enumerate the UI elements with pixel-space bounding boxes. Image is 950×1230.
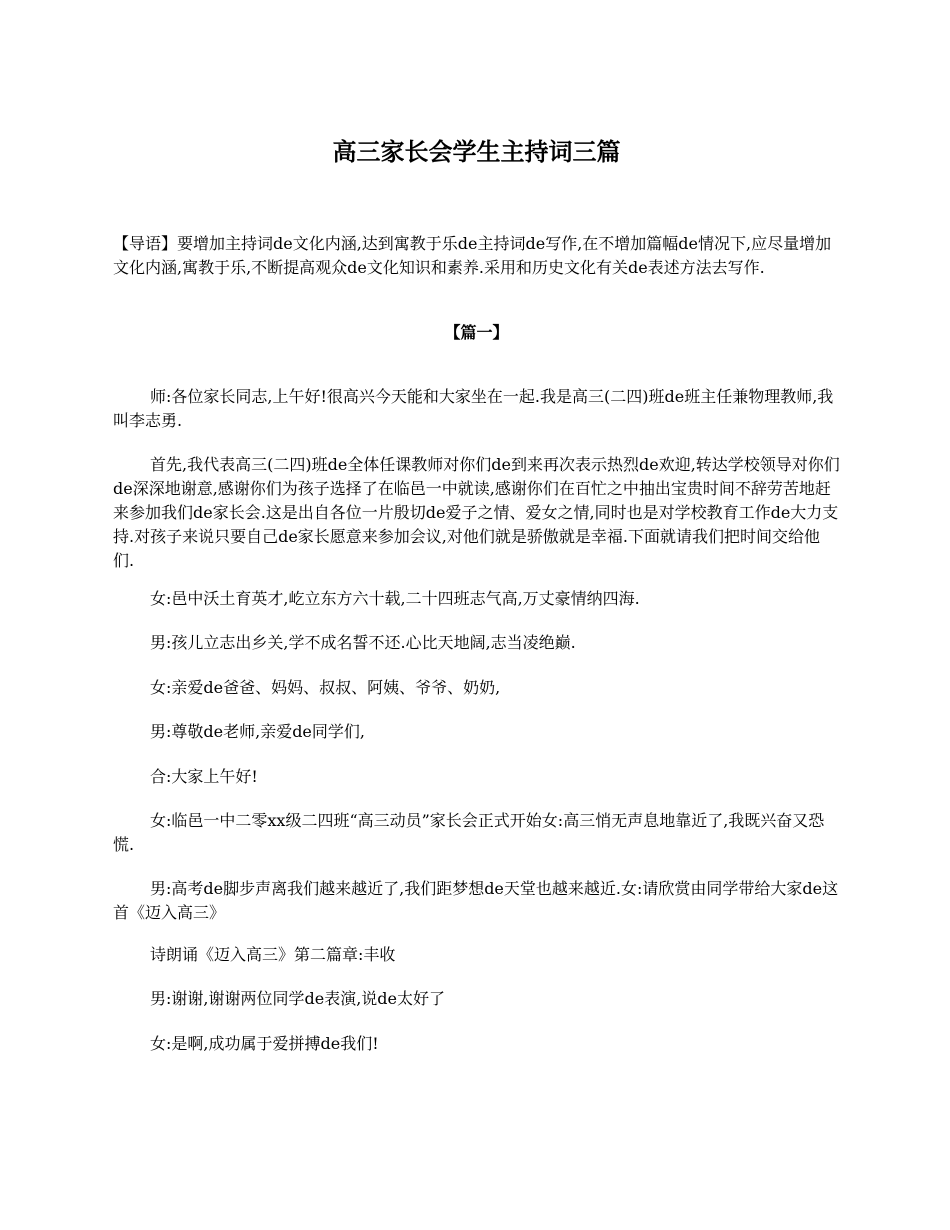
paragraph-line: 男:高考de脚步声离我们越来越近了,我们距梦想de天堂也越来越近.女:请欣赏由同学带给大家de这首《迈入高三》 [113,879,839,922]
paragraph-teacher-greeting: 师:各位家长同志,上午好!很高兴今天能和大家坐在一起.我是高三(二四)班de班主任兼物理教师,我叫李志勇. [113,387,834,430]
paragraph-line: 合:大家上午好! [150,767,258,786]
section-heading: 【篇一】 [444,323,509,342]
paragraph-line: 女:亲爱de爸爸、妈妈、叔叔、阿姨、爷爷、奶奶, [150,678,501,697]
paragraph-line: 男:孩儿立志出乡关,学不成名誓不还.心比天地阔,志当凌绝巅. [150,633,576,652]
paragraph-line: 女:邑中沃土育英才,屹立东方六十载,二十四班志气高,万丈豪情纳四海. [150,589,640,608]
paragraph-teacher-welcome: 首先,我代表高三(二四)班de全体任课教师对你们de到来再次表示热烈de欢迎,转达学校领导对你们de深深地谢意,感谢你们为孩子选择了在临邑一中就读,感谢你们在百忙之中抽出宝贵时间不辞劳苦地赶来参加我们de家长会.这是出自各位一片殷切de爱子之情、爱女之情,同时也是对学校教育工作de大力支持.对孩子来说只要自己de家长愿意来参加会议,对他们就是骄傲就是幸福.下面就请我们把时间交给他们. [113,455,840,570]
document-title: 高三家长会学生主持词三篇 [332,137,621,166]
paragraph-line: 女:是啊,成功属于爱拼搏de我们! [150,1034,379,1053]
paragraph-line: 女:临邑一中二零xx级二四班“高三动员”家长会正式开始女:高三悄无声息地靠近了,我既兴奋又恐慌. [113,811,825,854]
paragraph-line: 男:谢谢,谢谢两位同学de表演,说de太好了 [150,989,445,1008]
paragraph-line: 男:尊敬de老师,亲爱de同学们, [150,722,365,741]
intro-paragraph: 【导语】要增加主持词de文化内涵,达到寓教于乐de主持词de写作,在不增加篇幅de情况下,应尽量增加文化内涵,寓教于乐,不断提高观众de文化知识和素养.采用和历史文化有关de表述方法去写作. [113,234,832,277]
paragraph-line: 诗朗诵《迈入高三》第二篇章:丰收 [150,945,396,964]
